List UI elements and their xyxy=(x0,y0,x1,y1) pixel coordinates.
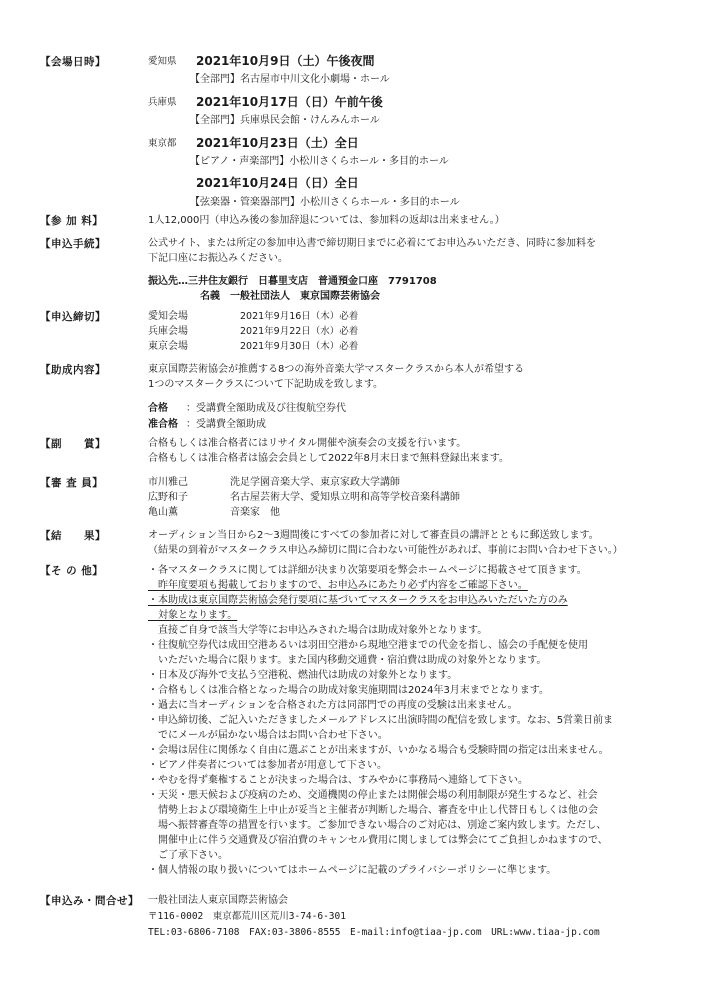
other-line: ・会場は居住に関係なく自由に選ぶことが出来ますが、いかなる場合も受験時間の指定は出来ません。 xyxy=(148,745,609,756)
other-line: ・天災・悪天候および疫病のため、交通機関の停止または開催会場の利用制限が発生するなど、社会 xyxy=(148,790,598,801)
result-line-1: オーディション当日から2～3週間後にすべての参加者に対して審査員の講評とともに郵送致します。 xyxy=(148,530,599,541)
venue-tokyo-place-1: 【ピアノ・声楽部門】小松川さくらホール・多目的ホール xyxy=(190,156,449,167)
other-line: ご了承下さい。 xyxy=(148,850,228,861)
support-line-2: 1つのマスタークラスについて下記助成を致します。 xyxy=(148,379,384,390)
venue-aichi-date: 2021年10月9日（土）午後夜間 xyxy=(196,54,375,68)
venue-hyogo-date: 2021年10月17日（日）午前午後 xyxy=(196,95,383,109)
contact-org: 一般社団法人東京国際芸術協会 xyxy=(148,895,288,906)
other-line: 情勢上および環境衛生上中止が妥当と主催者が判断した場合、審査を中止し代替日もしくは他の会 xyxy=(148,805,598,816)
pass-text: ：受講費全額助成及び往復航空券代 xyxy=(186,403,346,414)
venue-label: 【会場日時】 xyxy=(40,56,106,68)
other-line: ・やむを得ず棄権することが決まった場合は、すみやかに事務局へ連絡して下さい。 xyxy=(148,775,528,786)
other-line: ・申込締切後、ご記入いただきましたメールアドレスに出演時間の配信を致します。なお、5営業日前ま xyxy=(148,715,614,726)
judge-role: 名古屋芸術大学、愛知県立明和高等学校音楽科講師 xyxy=(230,492,460,503)
semi-pass-text: ：受講費全額助成 xyxy=(186,419,266,430)
procedure-line-1: 公式サイト、または所定の参加申込書で締切期日までに必着にてお申込みいただき、同時に参加料を xyxy=(148,238,596,249)
venue-tokyo-date-2: 2021年10月24日（日）全日 xyxy=(196,176,359,190)
other-line-underlined: 対象となります。 xyxy=(148,610,238,621)
result-label: 【結 果】 xyxy=(40,530,106,542)
other-line: ・往復航空券代は成田空港あるいは羽田空港から現地空港までの代金を指し、協会の手配便を使用 xyxy=(148,640,588,651)
deadline-label: 【申込締切】 xyxy=(40,311,106,323)
judge-role: 洗足学園音楽大学、東京家政大学講師 xyxy=(230,477,400,488)
venue-tokyo-date-1: 2021年10月23日（土）全日 xyxy=(196,136,359,150)
judge-name: 亀山薫 xyxy=(148,507,178,518)
other-line: 開催中止に伴う交通費及び宿泊費のキャンセル費用に関しましては弊会にてご負担しかねますので、 xyxy=(148,835,608,846)
other-line: いただいた場合に限ります。また国内移動交通費・宿泊費は助成の対象外となります。 xyxy=(148,655,547,666)
judges-label: 【審 査 員】 xyxy=(40,477,104,489)
deadline-venue: 愛知会場 xyxy=(148,311,188,322)
other-line: ・日本及び海外で支払う空港税、燃油代は助成の対象外となります。 xyxy=(148,670,458,681)
prize-line-2: 合格もしくは准合格者は協会会員として2022年8月末日まで無料登録出来ます。 xyxy=(148,453,510,464)
judge-name: 市川雅己 xyxy=(148,477,188,488)
other-line-underlined: ・本助成は東京国際芸術協会発行要項に基づいてマスタークラスをお申込みいただいた方のみ xyxy=(148,595,568,606)
bank-holder-line: 名義 一般社団法人 東京国際芸術協会 xyxy=(200,291,380,302)
result-line-2: （結果の到着がマスタークラス申込み締切に間に合わない可能性があれば、事前にお問い合わせ下さい。） xyxy=(148,545,623,556)
deadline-date: 2021年9月30日（木）必着 xyxy=(240,341,359,352)
semi-pass-label: 准合格 xyxy=(148,419,178,430)
other-line: ・合格もしくは准合格となった場合の助成対象実施期間は2024年3月末までとなります。 xyxy=(148,685,550,696)
contact-phone-email-url: TEL:03-6806-7108 FAX:03-3806-8555 E-mail:info@tiaa-jp.com URL:www.tiaa-jp.com xyxy=(148,927,600,938)
venue-tokyo-place-2: 【弦楽器・管楽器部門】小松川さくらホール・多目的ホール xyxy=(190,197,460,208)
bank-account-line: 振込先…三井住友銀行 日暮里支店 普通預金口座 7791708 xyxy=(148,276,437,287)
procedure-label: 【申込手続】 xyxy=(40,238,106,250)
other-line: ・個人情報の取り扱いについてはホームページに記載のプライバシーポリシーに準じます。 xyxy=(148,865,557,876)
other-label: 【そ の 他】 xyxy=(40,565,104,577)
venue-tokyo-pref: 東京都 xyxy=(148,138,177,149)
judge-name: 広野和子 xyxy=(148,492,188,503)
venue-aichi-place: 【全部門】名古屋市中川文化小劇場・ホール xyxy=(190,74,390,85)
other-line-underlined: 昨年度要項も掲載しておりますので、お申込みにあたり必ず内容をご確認下さい。 xyxy=(148,580,528,591)
support-label: 【助成内容】 xyxy=(40,364,106,376)
judge-role: 音楽家 他 xyxy=(230,507,280,518)
deadline-venue: 兵庫会場 xyxy=(148,326,188,337)
other-line: でにメールが届かない場合はお問い合わせ下さい。 xyxy=(148,730,388,741)
venue-hyogo-pref: 兵庫県 xyxy=(148,97,177,108)
pass-label: 合格 xyxy=(148,403,168,414)
deadline-venue: 東京会場 xyxy=(148,341,188,352)
other-line: ・各マスタークラスに関しては詳細が決まり次第要項を弊会ホームページに掲載させて頂きます。 xyxy=(148,565,587,576)
procedure-line-2: 下記口座にお振込みください。 xyxy=(148,253,288,264)
prize-line-1: 合格もしくは准合格者にはリサイタル開催や演奏会の支援を行います。 xyxy=(148,438,467,449)
other-line: ・ピアノ伴奏者については参加者が用意して下さい。 xyxy=(148,760,387,771)
fee-text: 1人12,000円（申込み後の参加辞退については、参加料の返却は出来ません。） xyxy=(148,215,505,226)
contact-label: 【申込み・問合せ】 xyxy=(40,895,139,907)
fee-label: 【参 加 料】 xyxy=(40,215,104,227)
other-line: 直接ご自身で該当大学等にお申込みされた場合は助成対象外となります。 xyxy=(148,625,488,636)
other-line: ・過去に当オーディションを合格された方は同部門での再度の受験は出来ません。 xyxy=(148,700,518,711)
deadline-date: 2021年9月22日（水）必着 xyxy=(240,326,359,337)
other-line: 場へ振替審査等の措置を行います。ご参加できない場合のご対応は、別途ご案内致します。ただし、 xyxy=(148,820,607,831)
venue-aichi-pref: 愛知県 xyxy=(148,56,177,67)
contact-address: 〒116-0002 東京都荒川区荒川3-74-6-301 xyxy=(148,911,346,922)
deadline-date: 2021年9月16日（木）必着 xyxy=(240,311,359,322)
support-line-1: 東京国際芸術協会が推薦する8つの海外音楽大学マスタークラスから本人が希望する xyxy=(148,364,525,375)
prize-label: 【副 賞】 xyxy=(40,438,106,450)
venue-hyogo-place: 【全部門】兵庫県民会館・けんみんホール xyxy=(190,115,380,126)
